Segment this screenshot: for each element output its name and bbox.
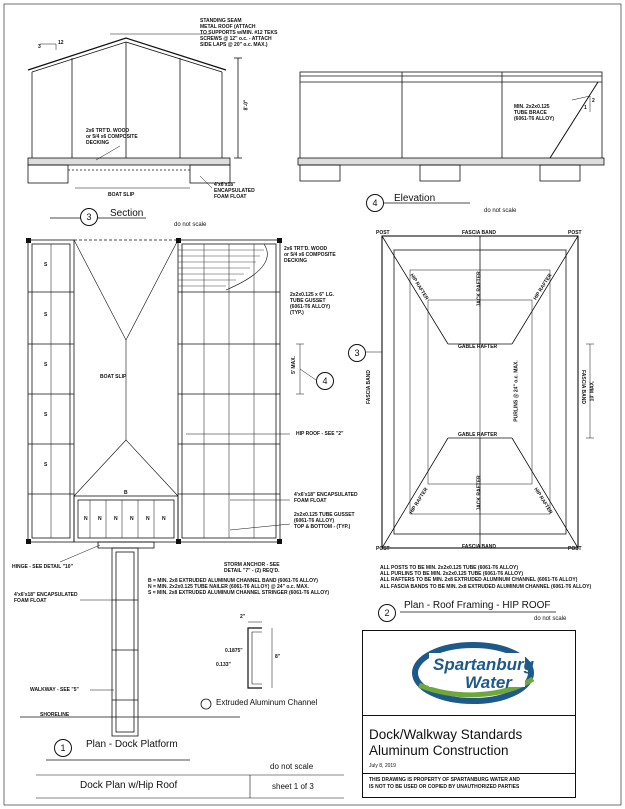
brace-note: MIN. 2x2x0.125 TUBE BRACE (6061-T6 ALLOY) bbox=[514, 104, 555, 122]
roof-plan-number: 2 bbox=[378, 604, 396, 622]
elev-pitch-2: 2 bbox=[592, 98, 595, 104]
elevation-ref-marker: 4 bbox=[316, 372, 334, 390]
hip-rafter-br: HIP RAFTER bbox=[532, 486, 554, 516]
marker-s: S bbox=[44, 462, 48, 468]
post-bl: POST bbox=[376, 546, 390, 552]
gusset-note: 2x2x0.125 x 6" LG. TUBE GUSSET (6061-T6 ALLOY) (TYP.) bbox=[290, 292, 335, 316]
dock-plan-title: Plan - Dock Platform bbox=[86, 739, 178, 750]
drawing-title-1: Dock/Walkway Standards bbox=[369, 727, 523, 742]
note-purlins: ALL PURLINS TO BE MIN. 2x2x0.125 TUBE (6061-T6 ALLOY) bbox=[380, 571, 523, 578]
post-tr: POST bbox=[568, 230, 582, 236]
channel-dim-height: 8" bbox=[275, 654, 281, 660]
title-block-divider bbox=[363, 715, 575, 716]
marker-n: N bbox=[146, 516, 150, 522]
jack-rafter-bottom: JACK RAFTER bbox=[476, 475, 483, 511]
marker-s: S bbox=[44, 312, 48, 318]
elevation-drawing bbox=[298, 72, 604, 203]
gable-rafter-top: GABLE RAFTER bbox=[458, 344, 498, 350]
legend-stringer: S = MIN. 2x8 EXTRUDED ALUMINUM CHANNEL STRINGER (6061-T6 ALLOY) bbox=[148, 590, 330, 597]
note-rafters: ALL RAFTERS TO BE MIN. 2x8 EXTRUDED ALUMINUM CHANNEL (6061-T6 ALLOY) bbox=[380, 577, 578, 584]
marker-s: S bbox=[44, 412, 48, 418]
marker-n: N bbox=[130, 516, 134, 522]
elevation-note: do not scale bbox=[484, 208, 517, 214]
company-logo bbox=[411, 639, 541, 707]
section-boat-slip: BOAT SLIP bbox=[108, 192, 135, 198]
marker-n: N bbox=[162, 516, 166, 522]
tube-gusset-note: 2x2x0.125 TUBE GUSSET (6061-T6 ALLOY) TOP & BOTTOM - (TYP.) bbox=[294, 512, 355, 530]
marker-b: B bbox=[124, 490, 128, 496]
note-posts: ALL POSTS TO BE MIN. 2x2x0.125 TUBE (6061-T6 ALLOY) bbox=[380, 565, 519, 571]
roof-note: STANDING SEAM METAL ROOF (ATTACH TO SUPPORTS w/MIN. #12 TEKS SCREWS @ 12" o.c. - ATTACH SIDE LAPS @ 20" o.c. MAX.) bbox=[200, 18, 278, 48]
channel-dim-top: 2" bbox=[240, 614, 246, 620]
channel-title: Extruded Aluminum Channel bbox=[216, 698, 318, 707]
section-title: Section bbox=[110, 208, 144, 219]
title-block-divider-2 bbox=[363, 773, 575, 774]
elev-pitch-1: 1 bbox=[584, 105, 587, 111]
legend-band: B = MIN. 2x8 EXTRUDED ALUMINUM CHANNEL BAND (6061-T6 ALLOY) bbox=[148, 578, 318, 584]
note-fascia: ALL FASCIA BANDS TO BE MIN. 2x8 EXTRUDED ALUMINUM CHANNEL (6061-T6 ALLOY) bbox=[380, 583, 592, 590]
fascia-top: FASCIA BAND bbox=[462, 230, 496, 236]
section-height: 8'-0" bbox=[243, 99, 250, 111]
section-drawing bbox=[28, 34, 242, 218]
disclaimer-1: THIS DRAWING IS PROPERTY OF SPARTANBURG WATER AND bbox=[369, 777, 520, 783]
footer-note: do not scale bbox=[270, 762, 314, 771]
fascia-bottom: FASCIA BAND bbox=[462, 544, 496, 550]
logo-line2: Water bbox=[465, 673, 512, 692]
drawing-date: July 8, 2019 bbox=[369, 763, 396, 769]
marker-n: N bbox=[84, 516, 88, 522]
section-number: 3 bbox=[80, 208, 98, 226]
hip-rafter-bl: HIP RAFTER bbox=[408, 486, 430, 516]
dock-plan-drawing bbox=[20, 238, 316, 760]
marker-s: S bbox=[44, 362, 48, 368]
marker-n: N bbox=[98, 516, 102, 522]
fascia-right: FASCIA BAND bbox=[579, 370, 586, 404]
hip-rafter-tr: HIP RAFTER bbox=[532, 272, 554, 302]
sheet-title: Dock Plan w/Hip Roof bbox=[80, 780, 178, 791]
post-br: POST bbox=[568, 546, 582, 552]
channel-dim-flange: 0.133" bbox=[216, 662, 231, 668]
section-float-note: 4'x6'x18" ENCAPSULATED FOAM FLOAT bbox=[214, 182, 255, 200]
hip-roof-ref: HIP ROOF - SEE "2" bbox=[296, 431, 344, 437]
pitch-rise: 3 bbox=[38, 44, 41, 50]
marker-n: N bbox=[114, 516, 118, 522]
shoreline-label: SHORELINE bbox=[40, 712, 70, 718]
jack-rafter-top: JACK RAFTER bbox=[476, 271, 483, 307]
plan-float-note: 4'x6'x18" ENCAPSULATED FOAM FLOAT bbox=[294, 492, 358, 504]
sheet-number: sheet 1 of 3 bbox=[272, 782, 314, 791]
plan-deck-note: 2x6 TRT'D. WOOD or 5/4 x6 COMPOSITE DECKING bbox=[284, 246, 336, 264]
fascia-left: FASCIA BAND bbox=[365, 370, 372, 404]
marker-s: S bbox=[44, 262, 48, 268]
roof-plan-title: Plan - Roof Framing - HIP ROOF bbox=[404, 600, 551, 611]
elevation-number: 4 bbox=[366, 194, 384, 212]
plan-5-max: 5' MAX. bbox=[290, 356, 297, 374]
section-note: do not scale bbox=[174, 222, 207, 228]
dock-plan-number: 1 bbox=[54, 739, 72, 757]
section-deck-note: 2x6 TRT'D. WOOD or 5/4 x6 COMPOSITE DECKING bbox=[86, 128, 138, 146]
post-tl: POST bbox=[376, 230, 390, 236]
channel-dim-web: 0.1875" bbox=[225, 648, 243, 654]
channel-drawing bbox=[201, 622, 272, 709]
gable-rafter-bottom: GABLE RAFTER bbox=[458, 432, 498, 438]
hip-rafter-tl: HIP RAFTER bbox=[408, 272, 430, 302]
roof-notes bbox=[380, 565, 591, 590]
section-ref-marker: 3 bbox=[348, 344, 366, 362]
roof-plan-note: do not scale bbox=[534, 616, 567, 622]
hinge-note: HINGE - SEE DETAIL "10" bbox=[12, 564, 73, 570]
member-legend bbox=[148, 578, 329, 597]
logo-line1: Spartanburg bbox=[433, 655, 535, 674]
pitch-run: 12 bbox=[58, 40, 64, 46]
storm-anchor-note: STORM ANCHOR - SEE DETAIL "7" - (2) REQ'D. bbox=[224, 562, 280, 574]
walkway-note: WALKWAY - SEE "5" bbox=[30, 687, 79, 693]
legend-nailer: N = MIN. 2x2x0.125 TUBE NAILER (6061-T6 ALLOY) @ 24" o.c. MAX. bbox=[148, 584, 309, 591]
disclaimer-2: IS NOT TO BE USED OR COPIED BY UNAUTHORIZED PARTIES bbox=[369, 784, 520, 790]
elevation-title: Elevation bbox=[394, 193, 436, 204]
walk-float-note: 4'x6'x18" ENCAPSULATED FOAM FLOAT bbox=[14, 592, 78, 604]
roof-10-max: 10' MAX. bbox=[589, 380, 596, 402]
title-block bbox=[362, 630, 576, 798]
drawing-title-2: Aluminum Construction bbox=[369, 743, 509, 758]
plan-boat-slip: BOAT SLIP bbox=[100, 374, 127, 380]
purlins-note: PURLINS @ 24" o.c. MAX. bbox=[513, 360, 520, 422]
